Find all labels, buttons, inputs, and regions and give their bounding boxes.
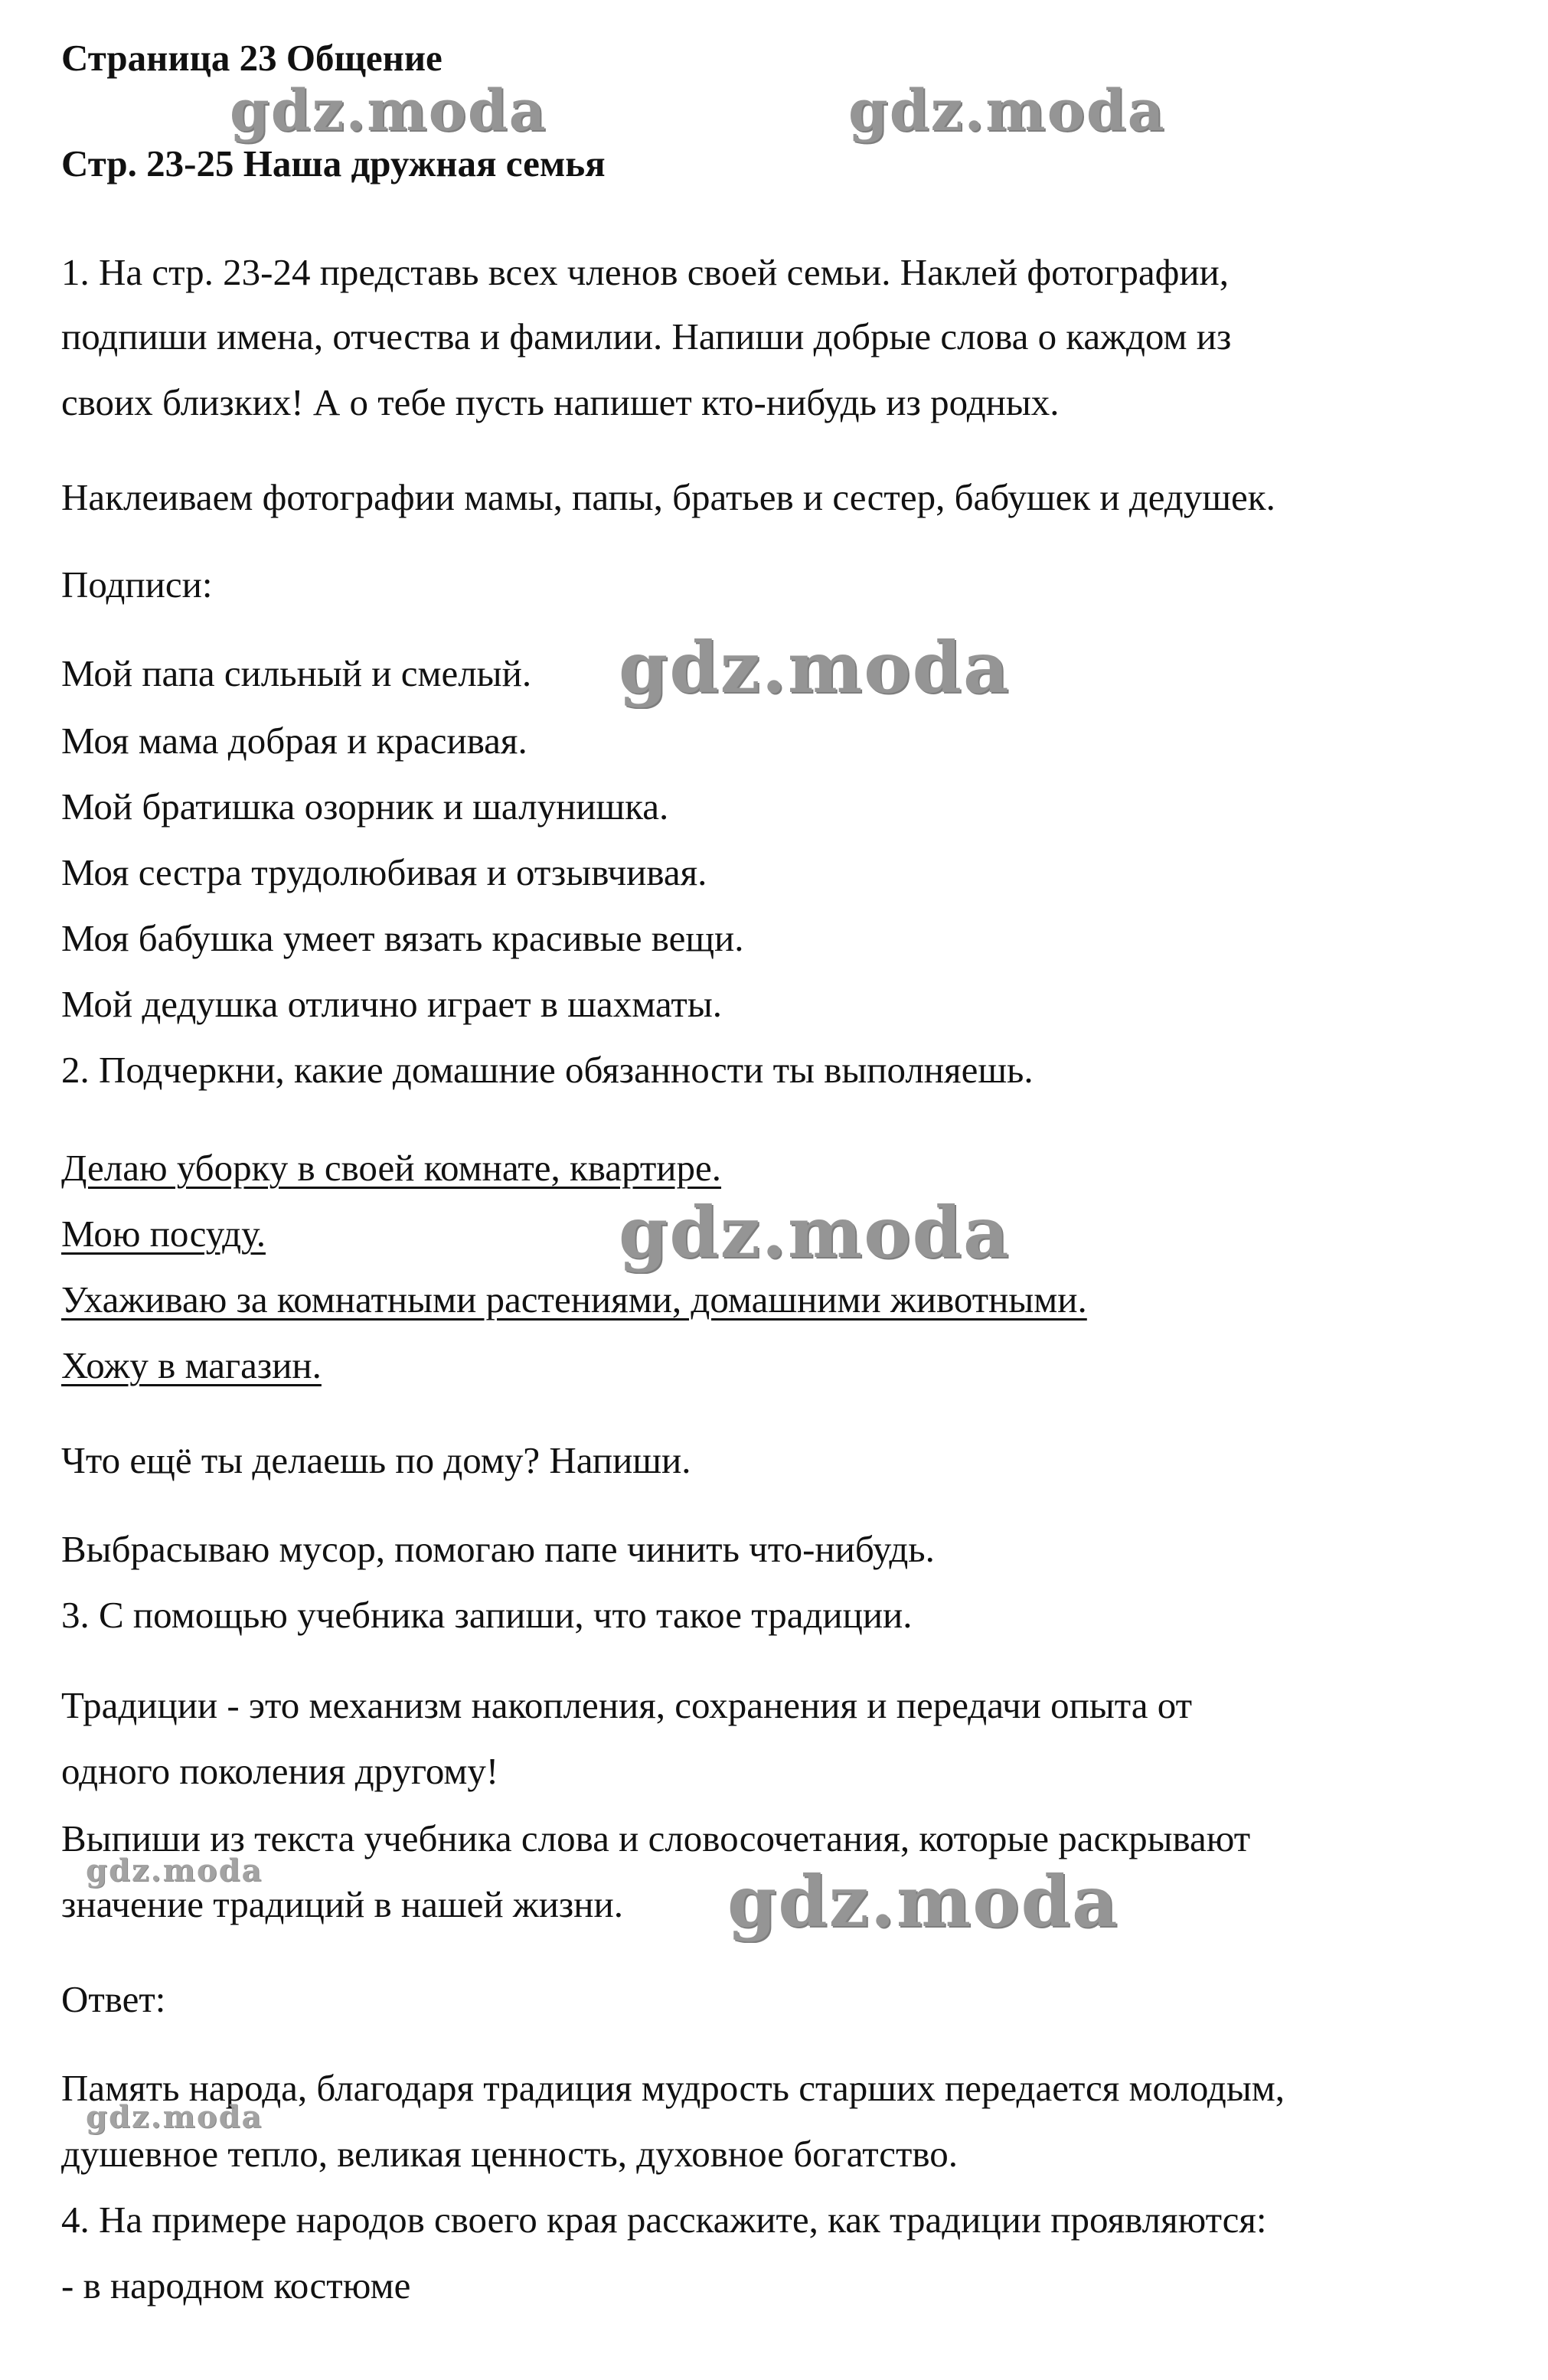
task4-item: - в народном костюме (61, 2264, 411, 2307)
task2-question: 2. Подчеркни, какие домашние обязанности ты выполняешь. (61, 1049, 1034, 1091)
watermark-logo: gdz.moda (619, 626, 1011, 709)
task3-subanswer-line: Память народа, благодаря традиция мудрость старших передается молодым, (61, 2067, 1285, 2109)
watermark-logo: gdz.moda (848, 78, 1166, 144)
task2-extra-question: Что ещё ты делаешь по дому? Напиши. (61, 1439, 691, 1481)
caption-line: Мой папа сильный и смелый. (61, 652, 532, 694)
underlined-duty: Делаю уборку в своей комнате, квартире. (61, 1147, 722, 1189)
watermark-logo: gdz.moda (619, 1191, 1011, 1274)
task4-question: 4. На примере народов своего края расскажите, как традиции проявляются: (61, 2199, 1267, 2241)
task3-subanswer-line: душевное тепло, великая ценность, духовное богатство. (61, 2133, 958, 2175)
caption-line: Моя бабушка умеет вязать красивые вещи. (61, 917, 744, 959)
caption-line: Моя мама добрая и красивая. (61, 720, 527, 762)
task1-question-line: подпиши имена, отчества и фамилии. Напиши добрые слова о каждом из (61, 315, 1232, 357)
watermark-logo: gdz.moda (230, 78, 547, 144)
task2-extra-answer: Выбрасываю мусор, помогаю папе чинить что-нибудь. (61, 1528, 935, 1570)
task3-answer-line: Традиции - это механизм накопления, сохранения и передачи опыта от (61, 1684, 1193, 1726)
watermark-logo: gdz.moda (86, 1853, 263, 1889)
underlined-duty: Ухаживаю за комнатными растениями, домашними животными. (61, 1278, 1087, 1321)
task3-answer-line: одного поколения другому! (61, 1750, 499, 1792)
captions-label: Подписи: (61, 563, 213, 606)
task3-subquestion-line: Выпиши из текста учебника слова и словосочетания, которые раскрывают (61, 1817, 1251, 1859)
task1-question-line: своих близких! А о тебе пусть напишет кто-нибудь из родных. (61, 381, 1060, 423)
task3-subquestion-line: значение традиций в нашей жизни. (61, 1883, 623, 1925)
caption-line: Мой дедушка отлично играет в шахматы. (61, 983, 723, 1025)
page-title: Страница 23 Общение (61, 37, 443, 79)
watermark-logo: gdz.moda (86, 2099, 263, 2135)
caption-line: Моя сестра трудолюбивая и отзывчивая. (61, 851, 707, 893)
task1-answer: Наклеиваем фотографии мамы, папы, братьев и сестер, бабушек и дедушек. (61, 476, 1275, 518)
underlined-duty: Мою посуду. (61, 1213, 266, 1255)
underlined-duty: Хожу в магазин. (61, 1344, 322, 1386)
task3-question: 3. С помощью учебника запиши, что такое традиции. (61, 1594, 913, 1636)
caption-line: Мой братишка озорник и шалунишка. (61, 785, 669, 828)
page-subtitle: Стр. 23-25 Наша дружная семья (61, 142, 606, 184)
answer-label: Ответ: (61, 1978, 166, 2020)
watermark-logo: gdz.moda (727, 1860, 1119, 1943)
task1-question-line: 1. На стр. 23-24 представь всех членов своей семьи. Наклей фотографии, (61, 251, 1230, 293)
